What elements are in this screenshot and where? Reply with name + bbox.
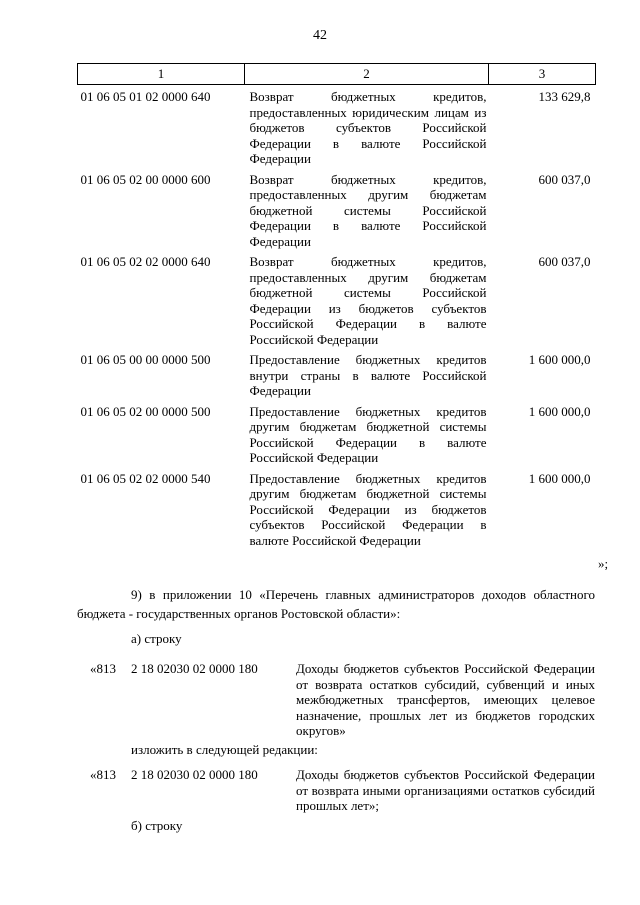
replace-phrase: изложить в следующей редакции: xyxy=(131,742,318,757)
budget-table xyxy=(77,63,596,553)
new-entry-text: Доходы бюджетов субъектов Российской Федерации от возврата иными организациями остатков субсидий прошлых лет»; xyxy=(296,767,595,813)
page-number: 42 xyxy=(313,28,327,43)
budget-code: 01 06 05 00 00 0000 500 xyxy=(80,352,211,367)
budget-item-name: Возврат бюджетных кредитов, предоставленных юридическим лицам из бюджетов субъектов Российской Федерации в валюте Российской Федерации xyxy=(249,89,487,166)
new-entry-admin-code: «813 xyxy=(90,767,116,782)
budget-item-name: Возврат бюджетных кредитов, предоставленных другим бюджетам бюджетной системы Российской Федерации в валюте Российской Федерации xyxy=(249,171,487,249)
budget-amount: 600 037,0 xyxy=(538,171,591,187)
budget-code: 01 06 05 02 00 0000 500 xyxy=(80,403,211,419)
budget-item-name: Возврат бюджетных кредитов, предоставленных другим бюджетам бюджетной системы Российской Федерации из бюджетов субъектов Российской Федерации в валюте Российской Федерации xyxy=(249,254,487,347)
sub-item-b: б) строку xyxy=(131,818,183,833)
table-closing-mark: »; xyxy=(598,556,609,571)
table-row xyxy=(78,85,596,172)
sub-item-a: а) строку xyxy=(131,631,182,646)
budget-code: 01 06 05 01 02 0000 640 xyxy=(80,89,211,104)
item-9-paragraph xyxy=(77,585,595,623)
budget-amount: 133 629,8 xyxy=(538,89,591,104)
budget-item-name: Предоставление бюджетных кредитов внутри страны в валюте Российской Федерации xyxy=(249,352,487,398)
table-row xyxy=(78,404,596,471)
budget-amount: 1 600 000,0 xyxy=(528,403,591,419)
budget-code: 01 06 05 02 00 0000 600 xyxy=(80,171,211,187)
budget-amount: 1 600 000,0 xyxy=(528,352,591,367)
budget-code: 01 06 05 02 02 0000 640 xyxy=(80,254,211,269)
table-row xyxy=(78,352,596,404)
budget-amount: 1 600 000,0 xyxy=(528,470,591,486)
column-header-2: 2 xyxy=(245,64,489,85)
old-entry-text: Доходы бюджетов субъектов Российской Федерации от возврата остатков субсидий, субвенций и иных межбюджетных трансфертов, имеющих целевое назначение, прошлых лет из бюджетов городских округов» xyxy=(296,661,595,738)
budget-code: 01 06 05 02 02 0000 540 xyxy=(80,470,211,486)
old-entry-admin-code: «813 xyxy=(90,661,116,676)
old-entry-budget-code: 2 18 02030 02 0000 180 xyxy=(131,661,258,676)
column-header-1: 1 xyxy=(78,64,245,85)
budget-amount: 600 037,0 xyxy=(538,254,591,269)
table-row xyxy=(78,471,596,554)
table-row xyxy=(78,254,596,352)
budget-item-name: Предоставление бюджетных кредитов другим бюджетам бюджетной системы Российской Федерации из бюджетов субъектов Российской Федерации в валюте Российской Федерации xyxy=(249,470,487,548)
budget-item-name: Предоставление бюджетных кредитов другим бюджетам бюджетной системы Российской Федерации в валюте Российской Федерации xyxy=(249,403,487,465)
table-row xyxy=(78,172,596,255)
new-entry-budget-code: 2 18 02030 02 0000 180 xyxy=(131,767,258,782)
column-header-3: 3 xyxy=(489,64,596,85)
item-9-text: 9) в приложении 10 «Перечень главных администраторов доходов областного бюджета - государственных органов Ростовской области»: xyxy=(77,587,595,621)
table-header-row xyxy=(78,64,596,85)
